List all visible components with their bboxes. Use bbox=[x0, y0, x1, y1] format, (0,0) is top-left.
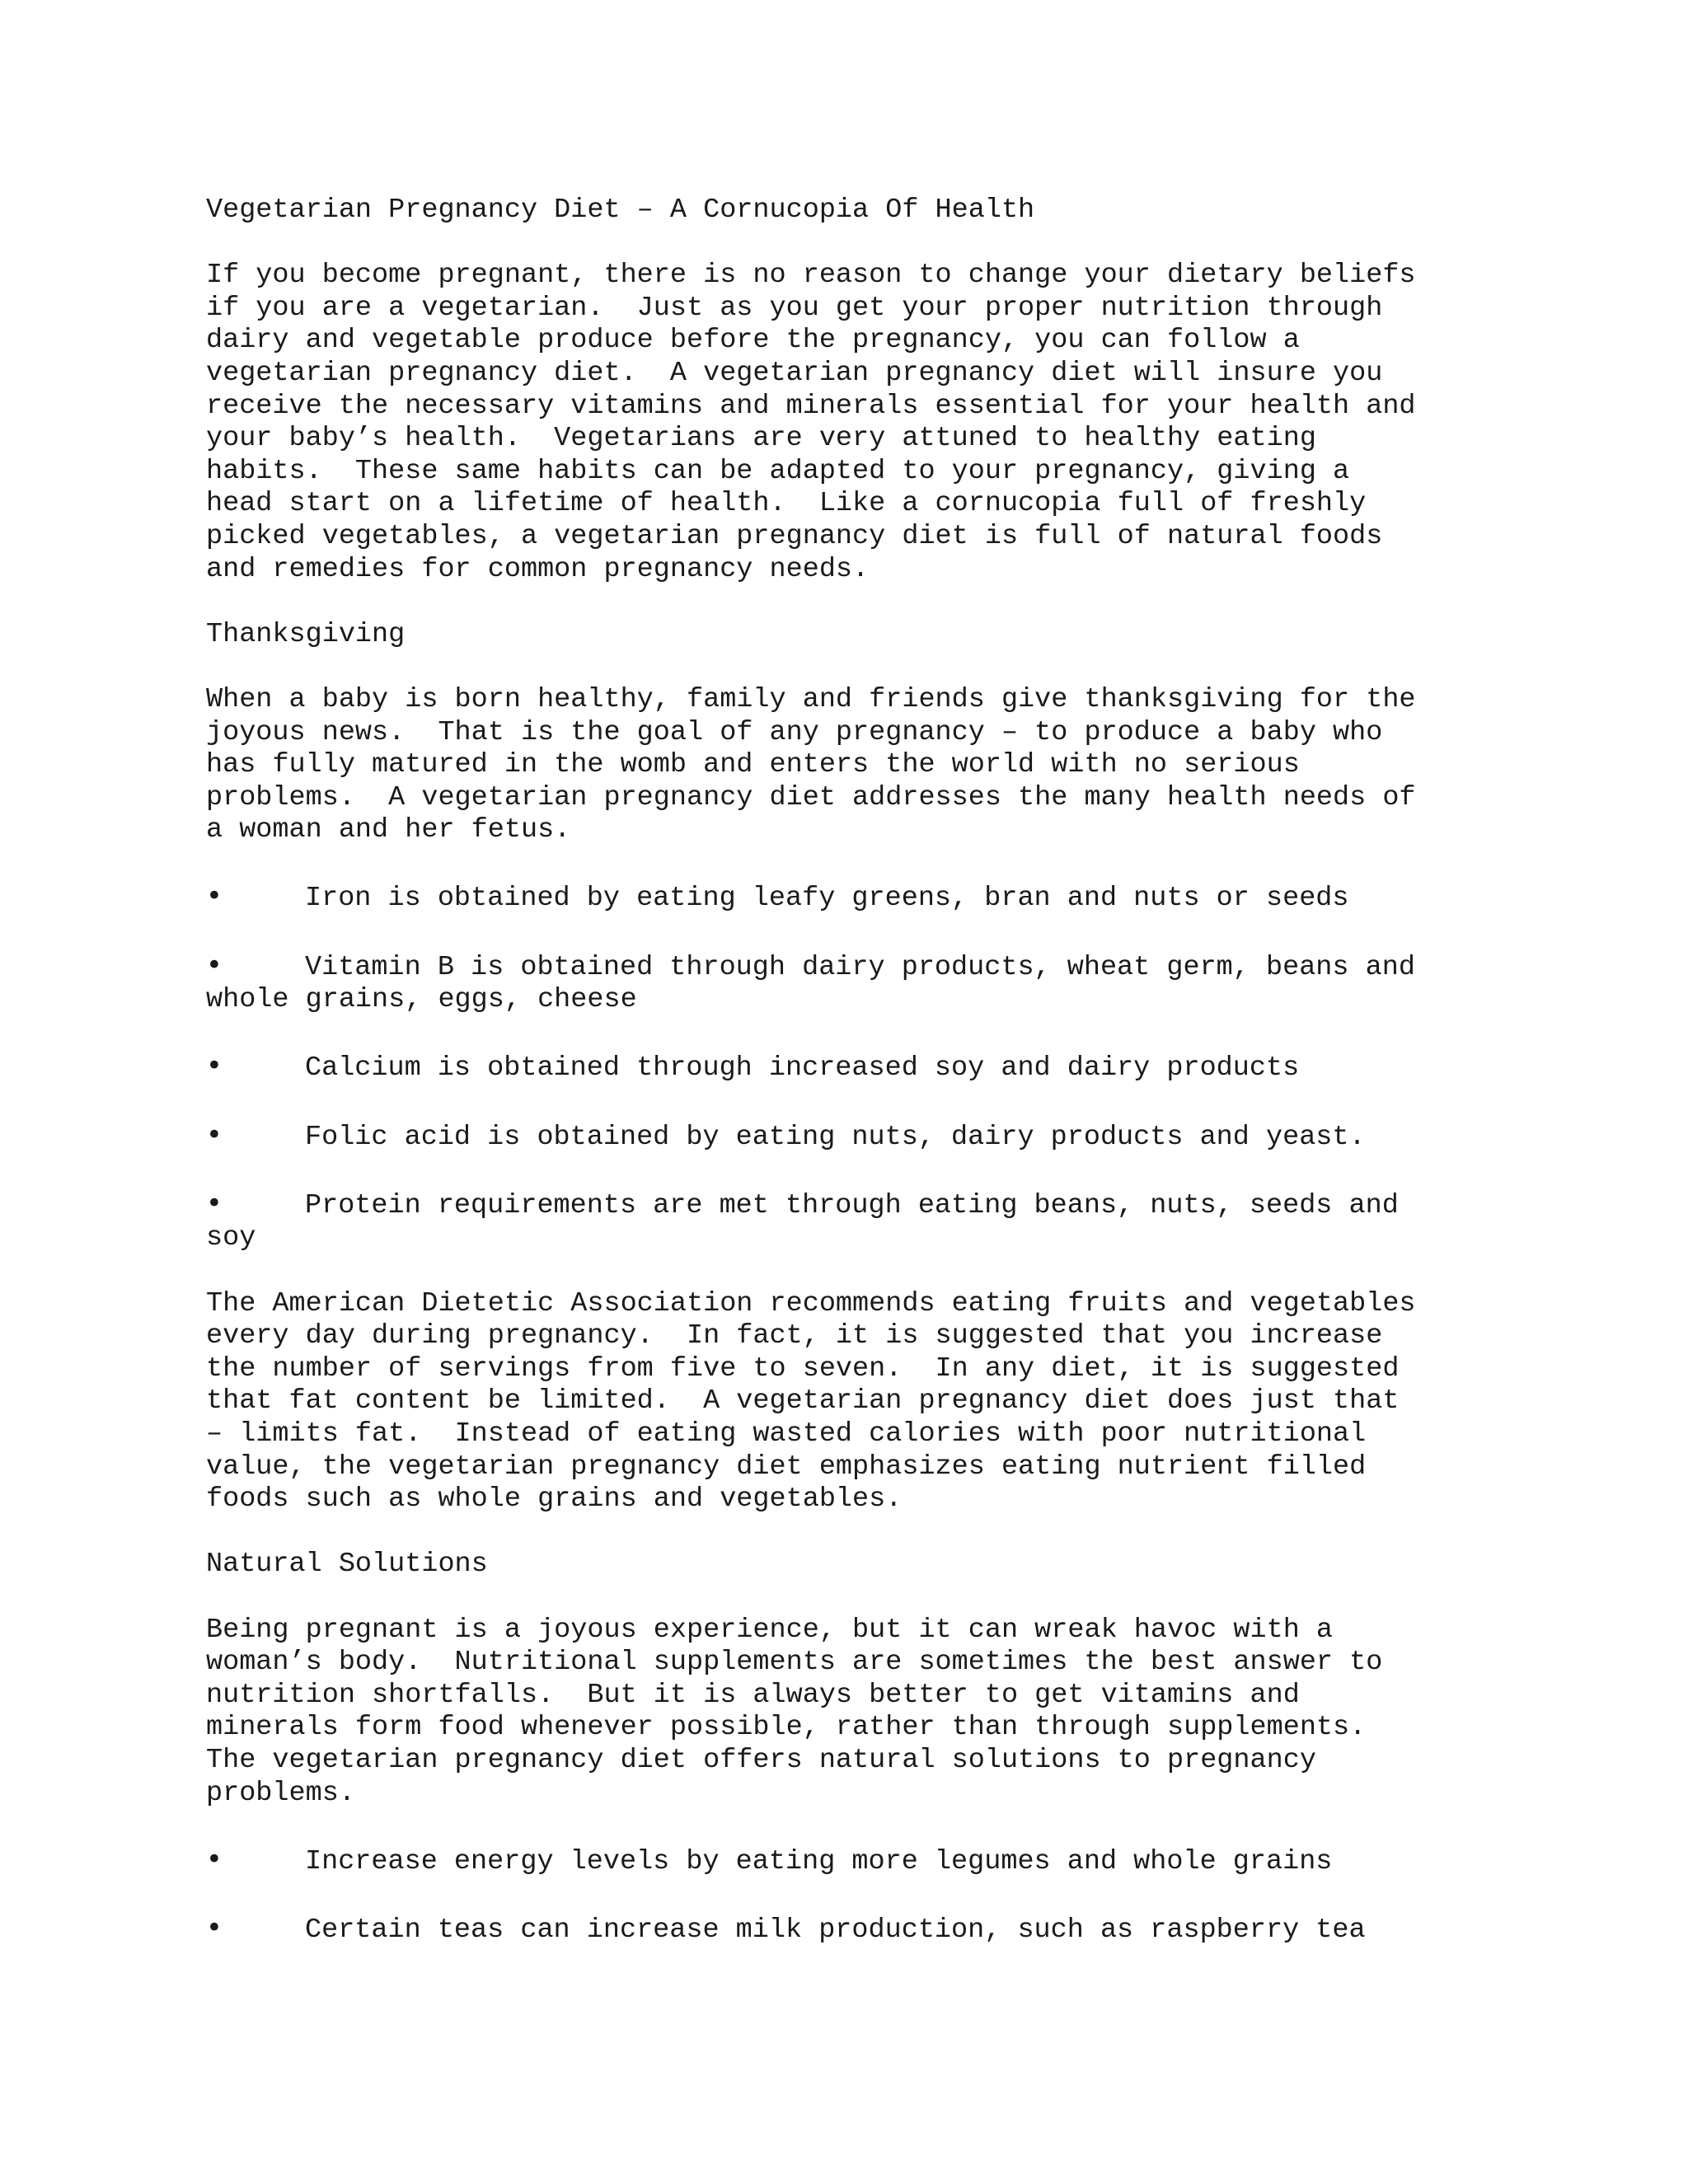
document-title: Vegetarian Pregnancy Diet – A Cornucopia Of Health bbox=[206, 194, 1035, 226]
natural-solutions-paragraph: Being pregnant is a joyous experience, but it can wreak havoc with a woman’s body. Nutritional supplements are sometimes the best answer to nutrition shortfalls. But it is always better to get vitamins and minerals form food whenever possible, rather than through supplements. The vegetarian pregnancy diet offers natural solutions to pregnancy problems. bbox=[206, 1614, 1383, 1809]
list-item-text: Iron is obtained by eating leafy greens, bran and nuts or seeds bbox=[305, 883, 1349, 915]
section-heading-thanksgiving: Thanksgiving bbox=[206, 618, 406, 650]
intro-paragraph: If you become pregnant, there is no reason to change your dietary beliefs if you are a vegetarian. Just as you get your proper nutrition through dairy and vegetable produce before the pregnancy, you can follow a vegetarian pregnancy diet. A vegetarian pregnancy diet will insure you receive the necessary vitamins and minerals essential for your health and your baby’s health. Vegetarians are very attuned to healthy eating habits. These same habits can be adapted to your pregnancy, giving a head start on a lifetime of health. Like a cornucopia full of freshly picked vegetables, a vegetarian pregnancy diet is full of natural foods and remedies for common pregnancy needs. bbox=[206, 260, 1416, 585]
document-page bbox=[206, 194, 1492, 1980]
bullet-icon: • bbox=[206, 1186, 223, 1219]
bullet-icon: • bbox=[206, 1910, 223, 1943]
bullet-icon: • bbox=[206, 1118, 223, 1151]
ada-paragraph: The American Dietetic Association recommends eating fruits and vegetables every day during pregnancy. In fact, it is suggested that you increase the number of servings from five to seven. In any diet, it is suggested that fat content be limited. A vegetarian pregnancy diet does just that – limits fat. Instead of eating wasted calories with poor nutritional value, the vegetarian pregnancy diet emphasizes eating nutrient filled foods such as whole grains and vegetables. bbox=[206, 1287, 1416, 1516]
list-item-text: Vitamin B is obtained through dairy products, wheat germ, beans and whole grains, eggs, cheese bbox=[206, 951, 1415, 1016]
list-item bbox=[206, 1843, 1492, 1879]
list-item bbox=[206, 949, 1492, 1017]
list-item-text: Folic acid is obtained by eating nuts, dairy products and yeast. bbox=[305, 1121, 1366, 1153]
list-item bbox=[206, 879, 1492, 916]
list-item bbox=[206, 1118, 1492, 1155]
list-item-text: Increase energy levels by eating more legumes and whole grains bbox=[305, 1845, 1333, 1877]
list-item bbox=[206, 1911, 1492, 1947]
section-heading-natural-solutions: Natural Solutions bbox=[206, 1549, 488, 1581]
list-item bbox=[206, 1049, 1492, 1085]
list-item bbox=[206, 1187, 1492, 1255]
bullet-icon: • bbox=[206, 948, 223, 981]
bullet-icon: • bbox=[206, 1049, 223, 1082]
list-item-text: Certain teas can increase milk production, such as raspberry tea bbox=[305, 1914, 1366, 1946]
list-item-text: Protein requirements are met through eating beans, nuts, seeds and soy bbox=[206, 1189, 1399, 1254]
thanksgiving-paragraph: When a baby is born healthy, family and friends give thanksgiving for the joyous news. That is the goal of any pregnancy – to produce a baby who has fully matured in the womb and enters the world with no serious problems. A vegetarian pregnancy diet addresses the many health needs of a woman and her fetus. bbox=[206, 683, 1416, 846]
bullet-icon: • bbox=[206, 1842, 223, 1875]
list-item-text: Calcium is obtained through increased soy and dairy products bbox=[305, 1052, 1300, 1085]
bullet-icon: • bbox=[206, 879, 223, 912]
